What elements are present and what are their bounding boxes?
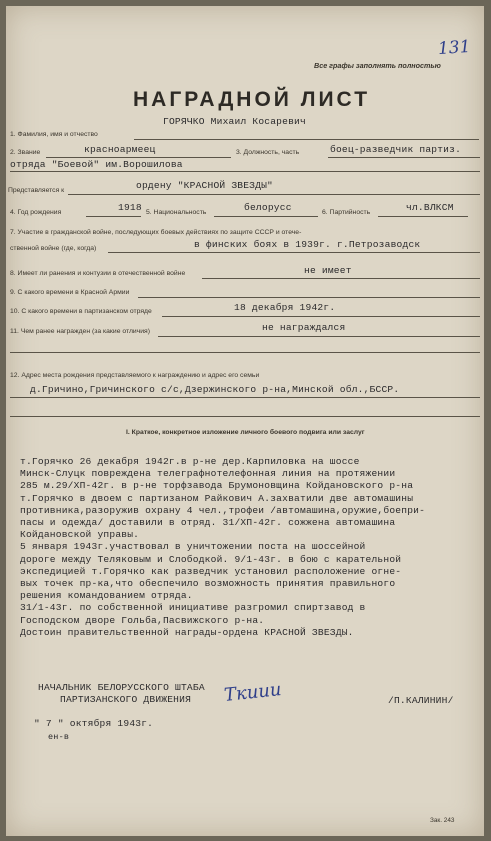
- body-line: Минск-Слуцк повреждена телеграфнотелефонная линия на протяжении: [20, 468, 396, 480]
- field-3-line: [328, 157, 480, 158]
- field-11-value: не награждался: [262, 322, 346, 333]
- field-9-line: [138, 297, 480, 298]
- feat-description: [20, 456, 480, 639]
- body-line: пасы и одежда/ доставили в отряд. 31/ХП-42г. сожжена автомашина: [20, 517, 396, 529]
- award-sheet-page: [6, 6, 484, 836]
- signer-name: /П.КАЛИНИН/: [388, 695, 454, 706]
- archive-number: 131: [437, 36, 472, 60]
- field-4-value: 1918: [118, 202, 142, 213]
- signer-position-2: ПАРТИЗАНСКОГО ДВИЖЕНИЯ: [60, 694, 192, 705]
- field-4-line: [86, 216, 141, 217]
- field-9-label: 9. С какого времени в Красной Армии: [10, 289, 130, 296]
- field-10-line: [162, 316, 480, 317]
- body-line: 285 м.29/ХП-42г. в р-не торфзавода Брумоновщина Койдановского р-на: [20, 480, 414, 492]
- name-value: ГОРЯЧКО Михаил Косаревич: [163, 116, 306, 127]
- body-line: экспедицией т.Горячко как разведчик установил расположение огне-: [20, 565, 402, 577]
- field-3-label: 3. Должность, часть: [236, 149, 300, 156]
- field-6-line: [378, 216, 468, 217]
- field-10-label: 10. С какого времени в партизанском отряде: [10, 308, 152, 315]
- field-5-label: 5. Национальность: [146, 209, 207, 216]
- nominated-label: Представляется к: [8, 187, 65, 194]
- body-line: 31/1-43г. по собственной инициативе разгромил спиртзавод в: [20, 602, 366, 614]
- field-11-line: [158, 336, 480, 337]
- fill-note: Все графы заполнять полностью: [314, 61, 441, 70]
- handwritten-signature: Ткиии: [223, 679, 283, 706]
- body-line: т.Горячко в двоем с партизаном Райкович А.захватили две автомашины: [20, 492, 414, 504]
- field-2-label: 2. Звание: [10, 149, 41, 156]
- field-7-line: [108, 252, 480, 253]
- body-line: Господском дворе Гольба,Пасвижского р-на.: [20, 614, 265, 626]
- body-line: Достоин правительственной награды-ордена КРАСНОЙ ЗВЕЗДЫ.: [20, 626, 354, 638]
- section-title: I. Краткое, конкретное изложение личного боевого подвига или заслуг: [126, 429, 365, 436]
- body-line: 5 января 1943г.участвовал в уничтожении поста на шоссейной: [20, 541, 366, 553]
- nominated-line: [68, 194, 480, 195]
- field-11-label: 11. Чем ранее награжден (за какие отличия): [10, 328, 151, 335]
- field-12-line-2: [10, 416, 480, 417]
- field-7-label-2: ственной войне (где, когда): [10, 245, 97, 252]
- signature-date: " 7 " октября 1943г.: [34, 718, 154, 729]
- field-12-value: д.Гричино,Гричинского с/с,Дзержинского р-на,Минской обл.,БССР.: [30, 384, 400, 395]
- field-2-value: красноармеец: [84, 144, 156, 155]
- body-line: дороге между Теляковым и Слободкой. 9/1-43г. в бою с карательной: [20, 553, 402, 565]
- field-8-label: 8. Имеет ли ранения и контузии в отечественной войне: [10, 270, 186, 277]
- field-8-line: [202, 278, 480, 279]
- field-5-value: белорусс: [244, 202, 292, 213]
- field-1-label: 1. Фамилия, имя и отчество: [10, 131, 98, 138]
- field-5-line: [214, 216, 318, 217]
- field-4-label: 4. Год рождения: [10, 209, 62, 216]
- field-3-line-2: [10, 171, 480, 172]
- signer-position-1: НАЧАЛЬНИК БЕЛОРУССКОГО ШТАБА: [38, 682, 205, 693]
- field-8-value: не имеет: [304, 265, 352, 276]
- nominated-value: ордену "КРАСНОЙ ЗВЕЗДЫ": [136, 180, 274, 191]
- field-6-value: чл.ВЛКСМ: [406, 202, 454, 213]
- field-6-label: 6. Партийность: [322, 209, 371, 216]
- field-7-value: в финских боях в 1939г. г.Петрозаводск: [194, 239, 421, 250]
- field-12-line: [10, 397, 480, 398]
- body-line: решения командованием отряда.: [20, 590, 193, 602]
- field-3-value: боец-разведчик партиз.: [330, 144, 462, 155]
- body-line: Койдановской управы.: [20, 529, 140, 541]
- field-2-line: [46, 157, 231, 158]
- page-title: НАГРАДНОЙ ЛИСТ: [133, 88, 371, 111]
- field-10-value: 18 декабря 1942г.: [234, 302, 336, 313]
- body-line: противника,разоружив охрану 4 чел.,трофеи /автомашина,оружие,боепри-: [20, 504, 426, 516]
- field-1-line: [134, 139, 479, 140]
- field-3-value-2: отряда "Боевой" им.Ворошилова: [10, 159, 183, 170]
- footer-ref: Зак. 243: [430, 817, 455, 824]
- field-7-label: 7. Участие в гражданской войне, последующих боевых действиях по защите СССР и отече-: [10, 229, 302, 236]
- field-12-label: 12. Адрес места рождения представляемого к награждению и адрес его семьи: [10, 372, 260, 379]
- field-11-line-2: [10, 352, 480, 353]
- body-line: т.Горячко 26 декабря 1942г.в р-не дер.Карпиловка на шоссе: [20, 456, 360, 467]
- typist-initials: ен-в: [48, 732, 70, 742]
- body-line: вых точек пр-ка,что обеспечило возможность принятия правильного: [20, 578, 396, 590]
